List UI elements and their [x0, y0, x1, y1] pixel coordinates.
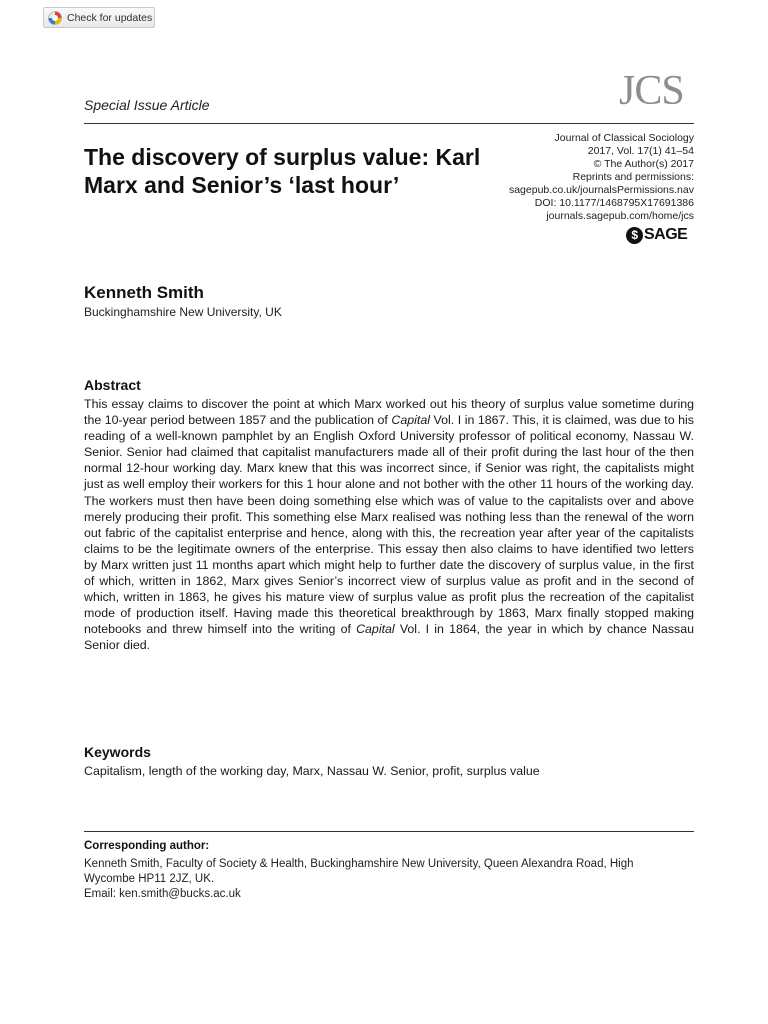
article-title: The discovery of surplus value: Karl Marx and Senior’s ‘last hour’	[84, 144, 481, 198]
journal-info-block	[509, 132, 694, 223]
doi-link[interactable]: DOI: 10.1177/1468795X17691386	[534, 197, 694, 209]
update-check-icon	[48, 11, 62, 25]
abstract-capital-title-2: Capital	[356, 622, 395, 637]
abstract-heading: Abstract	[84, 377, 141, 393]
corresponding-address-line-2: Wycombe HP11 2JZ, UK.	[84, 873, 215, 885]
abstract-text-part-1: This essay claims to discover the point at which Marx worked out his theory of surplus value sometime during the 10-year period between 1857 and the publication of	[84, 397, 694, 428]
abstract-text-part-3: Vol. I in 1864, the year in which by chance Nassau Senior died.	[84, 622, 694, 653]
author-name: Kenneth Smith	[84, 283, 204, 302]
journal-logo: JCS	[619, 68, 684, 114]
keywords-list: Capitalism, length of the working day, Marx, Nassau W. Senior, profit, surplus value	[84, 764, 540, 778]
check-for-updates-label: Check for updates	[67, 11, 153, 24]
abstract-text-part-2: Vol. I in 1867. This, it is claimed, was due to his reading of a well-known pamphlet by an English Oxford University professor of political economy, Nassau W. Senior. Senior had claimed that capitalist manufacturers made all of their profit during the last hour of the then normal 12-hour working day. Marx knew that this was incorrect since, if Senior was right, the capitalists might just as well employ their workers for this 1 hour alone and not bother with the other 11 hours of the working day. The workers must then have been doing something else which was of value to the capitalists over and above merely producing their profit. This something else Marx realised was nothing less than the renewal of the worn out fabric of the capitalist enterprise and hence, along with this, the recreation year after year of the capitalists claims to be the legitimate owners of the enterprise. This essay then also claims to have identified two letters by Marx written just 11 months apart which might help to further date the discovery of surplus value, in the first of which, written in 1862, Marx gives Senior’s incorrect view of surplus value as profit and in the second of which, written in 1863, he gives his mature view of surplus value as profit plus the recreation of the capitalist mode of production itself. Having made this theoretical breakthrough by 1863, Marx finally stopped making notebooks and threw himself into the writing of	[84, 413, 694, 637]
keywords-heading: Keywords	[84, 744, 151, 760]
permissions-label: Reprints and permissions:	[572, 171, 694, 183]
abstract-body	[84, 396, 694, 654]
abstract-capital-title-1: Capital	[391, 413, 430, 428]
permissions-link[interactable]: sagepub.co.uk/journalsPermissions.nav	[508, 184, 694, 196]
corresponding-author-heading: Corresponding author:	[84, 840, 210, 852]
journal-volume: 2017, Vol. 17(1) 41–54	[587, 145, 694, 157]
corresponding-author-details	[84, 857, 696, 902]
sage-icon: $	[626, 227, 643, 244]
corresponding-address-line-1: Kenneth Smith, Faculty of Society & Health, Buckinghamshire New University, Queen Alexandra Road, High	[84, 858, 634, 870]
check-for-updates-button[interactable]	[43, 7, 155, 28]
article-type-label: Special Issue Article	[84, 97, 210, 113]
journal-homepage-link[interactable]: journals.sagepub.com/home/jcs	[546, 210, 694, 222]
copyright-line: © The Author(s) 2017	[593, 158, 694, 170]
sage-wordmark: SAGE	[644, 226, 688, 243]
footnote-divider	[84, 831, 694, 832]
sage-logo	[626, 226, 687, 244]
corresponding-email[interactable]: Email: ken.smith@bucks.ac.uk	[84, 888, 241, 900]
journal-name: Journal of Classical Sociology	[554, 132, 694, 144]
author-affiliation: Buckinghamshire New University, UK	[84, 305, 282, 319]
header-divider	[84, 123, 694, 124]
